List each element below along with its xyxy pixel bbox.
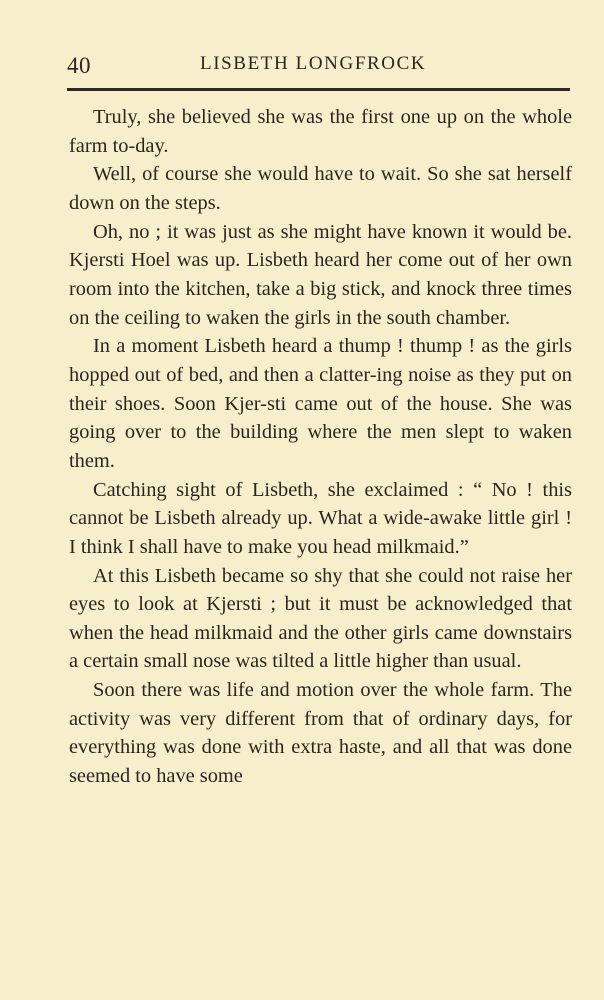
paragraph-4: In a moment Lisbeth heard a thump ! thump ! as the girls hopped out of bed, and then a clatter-ing noise as they put on their shoes. Soon Kjer-sti came out of the house. She was going over to the building where the men slept to waken them. bbox=[69, 335, 572, 472]
paragraph-5: Catching sight of Lisbeth, she exclaimed : “ No ! this cannot be Lisbeth already up. What a wide-awake little girl ! I think I shall have to make you head milkmaid.” bbox=[69, 478, 572, 558]
header-rule bbox=[67, 88, 570, 91]
body-text bbox=[69, 103, 572, 791]
paragraph-3: Oh, no ; it was just as she might have known it would be. Kjersti Hoel was up. Lisbeth heard her come out of her own room into the kitchen, take a big stick, and knock three times on the ceiling to waken the girls in the south chamber. bbox=[69, 220, 572, 329]
running-title: LISBETH LONGFROCK bbox=[200, 53, 427, 74]
paragraph-7: Soon there was life and motion over the whole farm. The activity was very different from that of ordinary days, for everything was done with extra haste, and all that was done seemed to have some bbox=[69, 679, 572, 788]
paragraph-1: Truly, she believed she was the first one up on the whole farm to-day. bbox=[69, 106, 572, 157]
page-header bbox=[67, 50, 571, 82]
page-number: 40 bbox=[67, 53, 91, 78]
paragraph-2: Well, of course she would have to wait. So she sat herself down on the steps. bbox=[69, 163, 572, 214]
paragraph-6: At this Lisbeth became so shy that she could not raise her eyes to look at Kjersti ; but it must be acknowledged that when the head milkmaid and the other girls came downstairs a certain small nose was tilted a little higher than usual. bbox=[69, 564, 572, 673]
